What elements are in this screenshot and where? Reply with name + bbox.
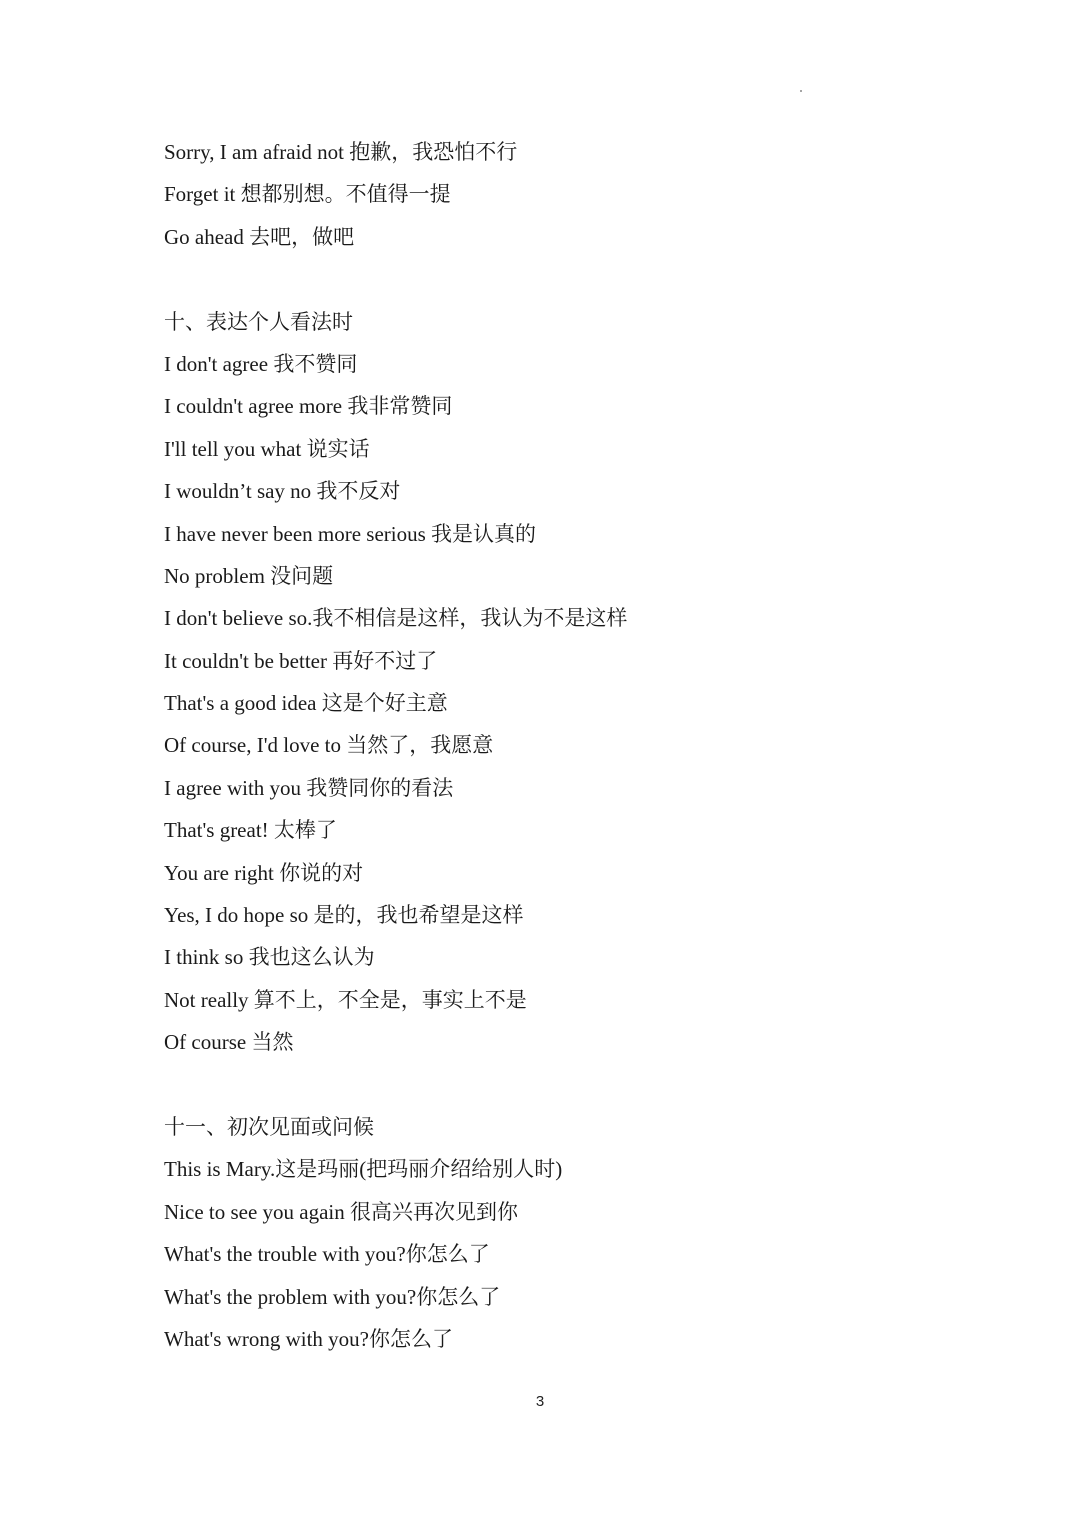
- section-gap: [164, 258, 1014, 300]
- phrase-line: I agree with you 我赞同你的看法: [164, 775, 454, 800]
- phrase-line: Not really 算不上，不全是，事实上不是: [164, 987, 527, 1012]
- phrase-list: [164, 131, 1014, 1360]
- phrase-line: Of course 当然: [164, 1030, 294, 1055]
- section-heading-opinions: 十、表达个人看法时: [164, 309, 353, 334]
- phrase-line: I have never been more serious 我是认真的: [164, 521, 537, 546]
- phrase-line: What's the problem with you?你怎么了: [164, 1284, 501, 1309]
- phrase-line: I think so 我也这么认为: [164, 945, 375, 970]
- phrase-line: I'll tell you what 说实话: [164, 436, 370, 461]
- phrase-line: I wouldn’t say no 我不反对: [164, 479, 401, 504]
- phrase-line: Forget it 想都别想。不值得一提: [164, 182, 451, 207]
- phrase-line: What's wrong with you?你怎么了: [164, 1326, 453, 1351]
- phrase-line: Sorry, I am afraid not 抱歉，我恐怕不行: [164, 140, 518, 164]
- phrase-line: I couldn't agree more 我非常赞同: [164, 394, 453, 419]
- phrase-line: No problem 没问题: [164, 563, 334, 588]
- phrase-line: That's great! 太棒了: [164, 818, 337, 843]
- phrase-line: Go ahead 去吧，做吧: [164, 224, 355, 249]
- stray-dot: [800, 90, 802, 92]
- phrase-line: This is Mary.这是玛丽(把玛丽介绍给别人时): [164, 1157, 563, 1182]
- section-heading-greetings: 十一、初次见面或问候: [164, 1114, 374, 1139]
- phrase-line: Nice to see you again 很高兴再次见到你: [164, 1199, 519, 1224]
- phrase-line: I don't believe so.我不相信是这样，我认为不是这样: [164, 606, 628, 631]
- section-gap: [164, 1064, 1014, 1106]
- phrase-line: I don't agree 我不赞同: [164, 351, 358, 376]
- phrase-line: Yes, I do hope so 是的，我也希望是这样: [164, 903, 524, 928]
- phrase-line: You are right 你说的对: [164, 860, 364, 885]
- phrase-line: It couldn't be better 再好不过了: [164, 648, 438, 673]
- phrase-line: Of course, I'd love to 当然了，我愿意: [164, 733, 494, 758]
- phrase-line: That's a good idea 这是个好主意: [164, 691, 448, 716]
- phrase-line: What's the trouble with you?你怎么了: [164, 1242, 490, 1267]
- page-number: 3: [535, 1393, 545, 1410]
